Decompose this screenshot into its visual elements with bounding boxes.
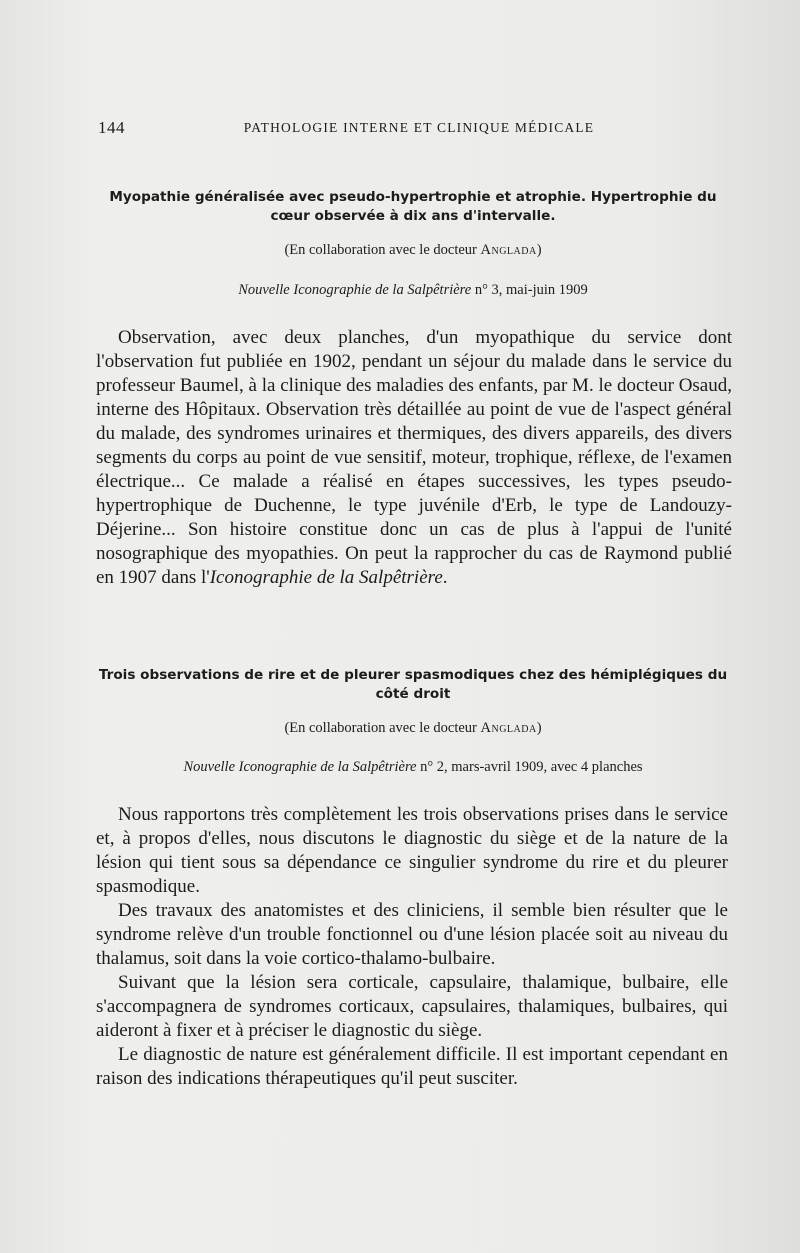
paragraph: Le diagnostic de nature est généralement difficile. Il est important cependant en raison des indications thérapeutiques qu'il peut susciter. [96,1044,728,1089]
section-reference: Nouvelle Iconographie de la Salpêtrière n° 2, mars-avril 1909, avec 4 planches [183,759,643,775]
collaborator-name: Anglada [480,720,537,736]
journal-title: Nouvelle Iconographie de la Salpêtrière [238,282,472,298]
journal-title: Nouvelle Iconographie de la Salpêtrière [183,759,417,775]
paragraph: Suivant que la lésion sera corticale, capsulaire, thalamique, bulbaire, elle s'accompagnera de syndromes corticaux, capsulaires, thalamiques, bulbaires, qui aideront à fixer et à préciser le diagnostic du siège. [96,972,728,1041]
collaborator-name: Anglada [480,242,537,258]
paragraph: Des travaux des anatomistes et des cliniciens, il semble bien résulter que le syndrome relève d'un trouble fonctionnel ou d'une lésion placée soit au niveau du thalamus, soit dans la voie cortico-thalamo-bulbaire. [96,900,728,969]
section-collaboration: (En collaboration avec le docteur Anglada) [284,242,542,258]
section-body [96,326,732,590]
section-title: Myopathie généralisée avec pseudo-hypertrophie et atrophie. Hypertrophie du cœur observée à dix ans d'intervalle. [109,189,717,224]
paragraph: Nous rapportons très complètement les trois observations prises dans le service et, à propos d'elles, nous discutons le diagnostic du siège et de la nature de la lésion qui tient sous sa dépendance ce singulier syndrome du rire et du pleurer spasmodique. [96,804,728,897]
section-myopathie [96,188,730,226]
section-reference: Nouvelle Iconographie de la Salpêtrière n° 3, mai-juin 1909 [238,282,588,298]
section-title: Trois observations de rire et de pleurer spasmodiques chez des hémiplégiques du côté droit [98,667,728,702]
section-rire-pleurer [96,666,730,704]
page-number: 144 [98,118,125,137]
section-collaboration: (En collaboration avec le docteur Anglada) [284,720,542,736]
section-body [96,803,728,1091]
paragraph: Observation, avec deux planches, d'un myopathique du service dont l'observation fut publiée en 1902, pendant un séjour du malade dans le service du professeur Baumel, à la clinique des maladies des enfants, par M. le docteur Osaud, interne des Hôpitaux. Observation très détaillée au point de vue de l'aspect général du malade, des syndromes urinaires et thermiques, des divers appareils, des divers segments du corps au point de vue sensitif, moteur, trophique, réflexe, de l'examen électrique... Ce malade a réalisé en étapes successives, les types pseudo-hypertrophique de Duchenne, le type juvénile d'Erb, le type de Landouzy-Déjerine... Son histoire constitue donc un cas de plus à l'appui de l'unité nosographique des myopathies. On peut la rapprocher du cas de Raymond publié en 1907 dans l'Iconographie de la Salpêtrière. [96,327,732,588]
running-title: PATHOLOGIE INTERNE ET CLINIQUE MÉDICALE [243,120,595,135]
